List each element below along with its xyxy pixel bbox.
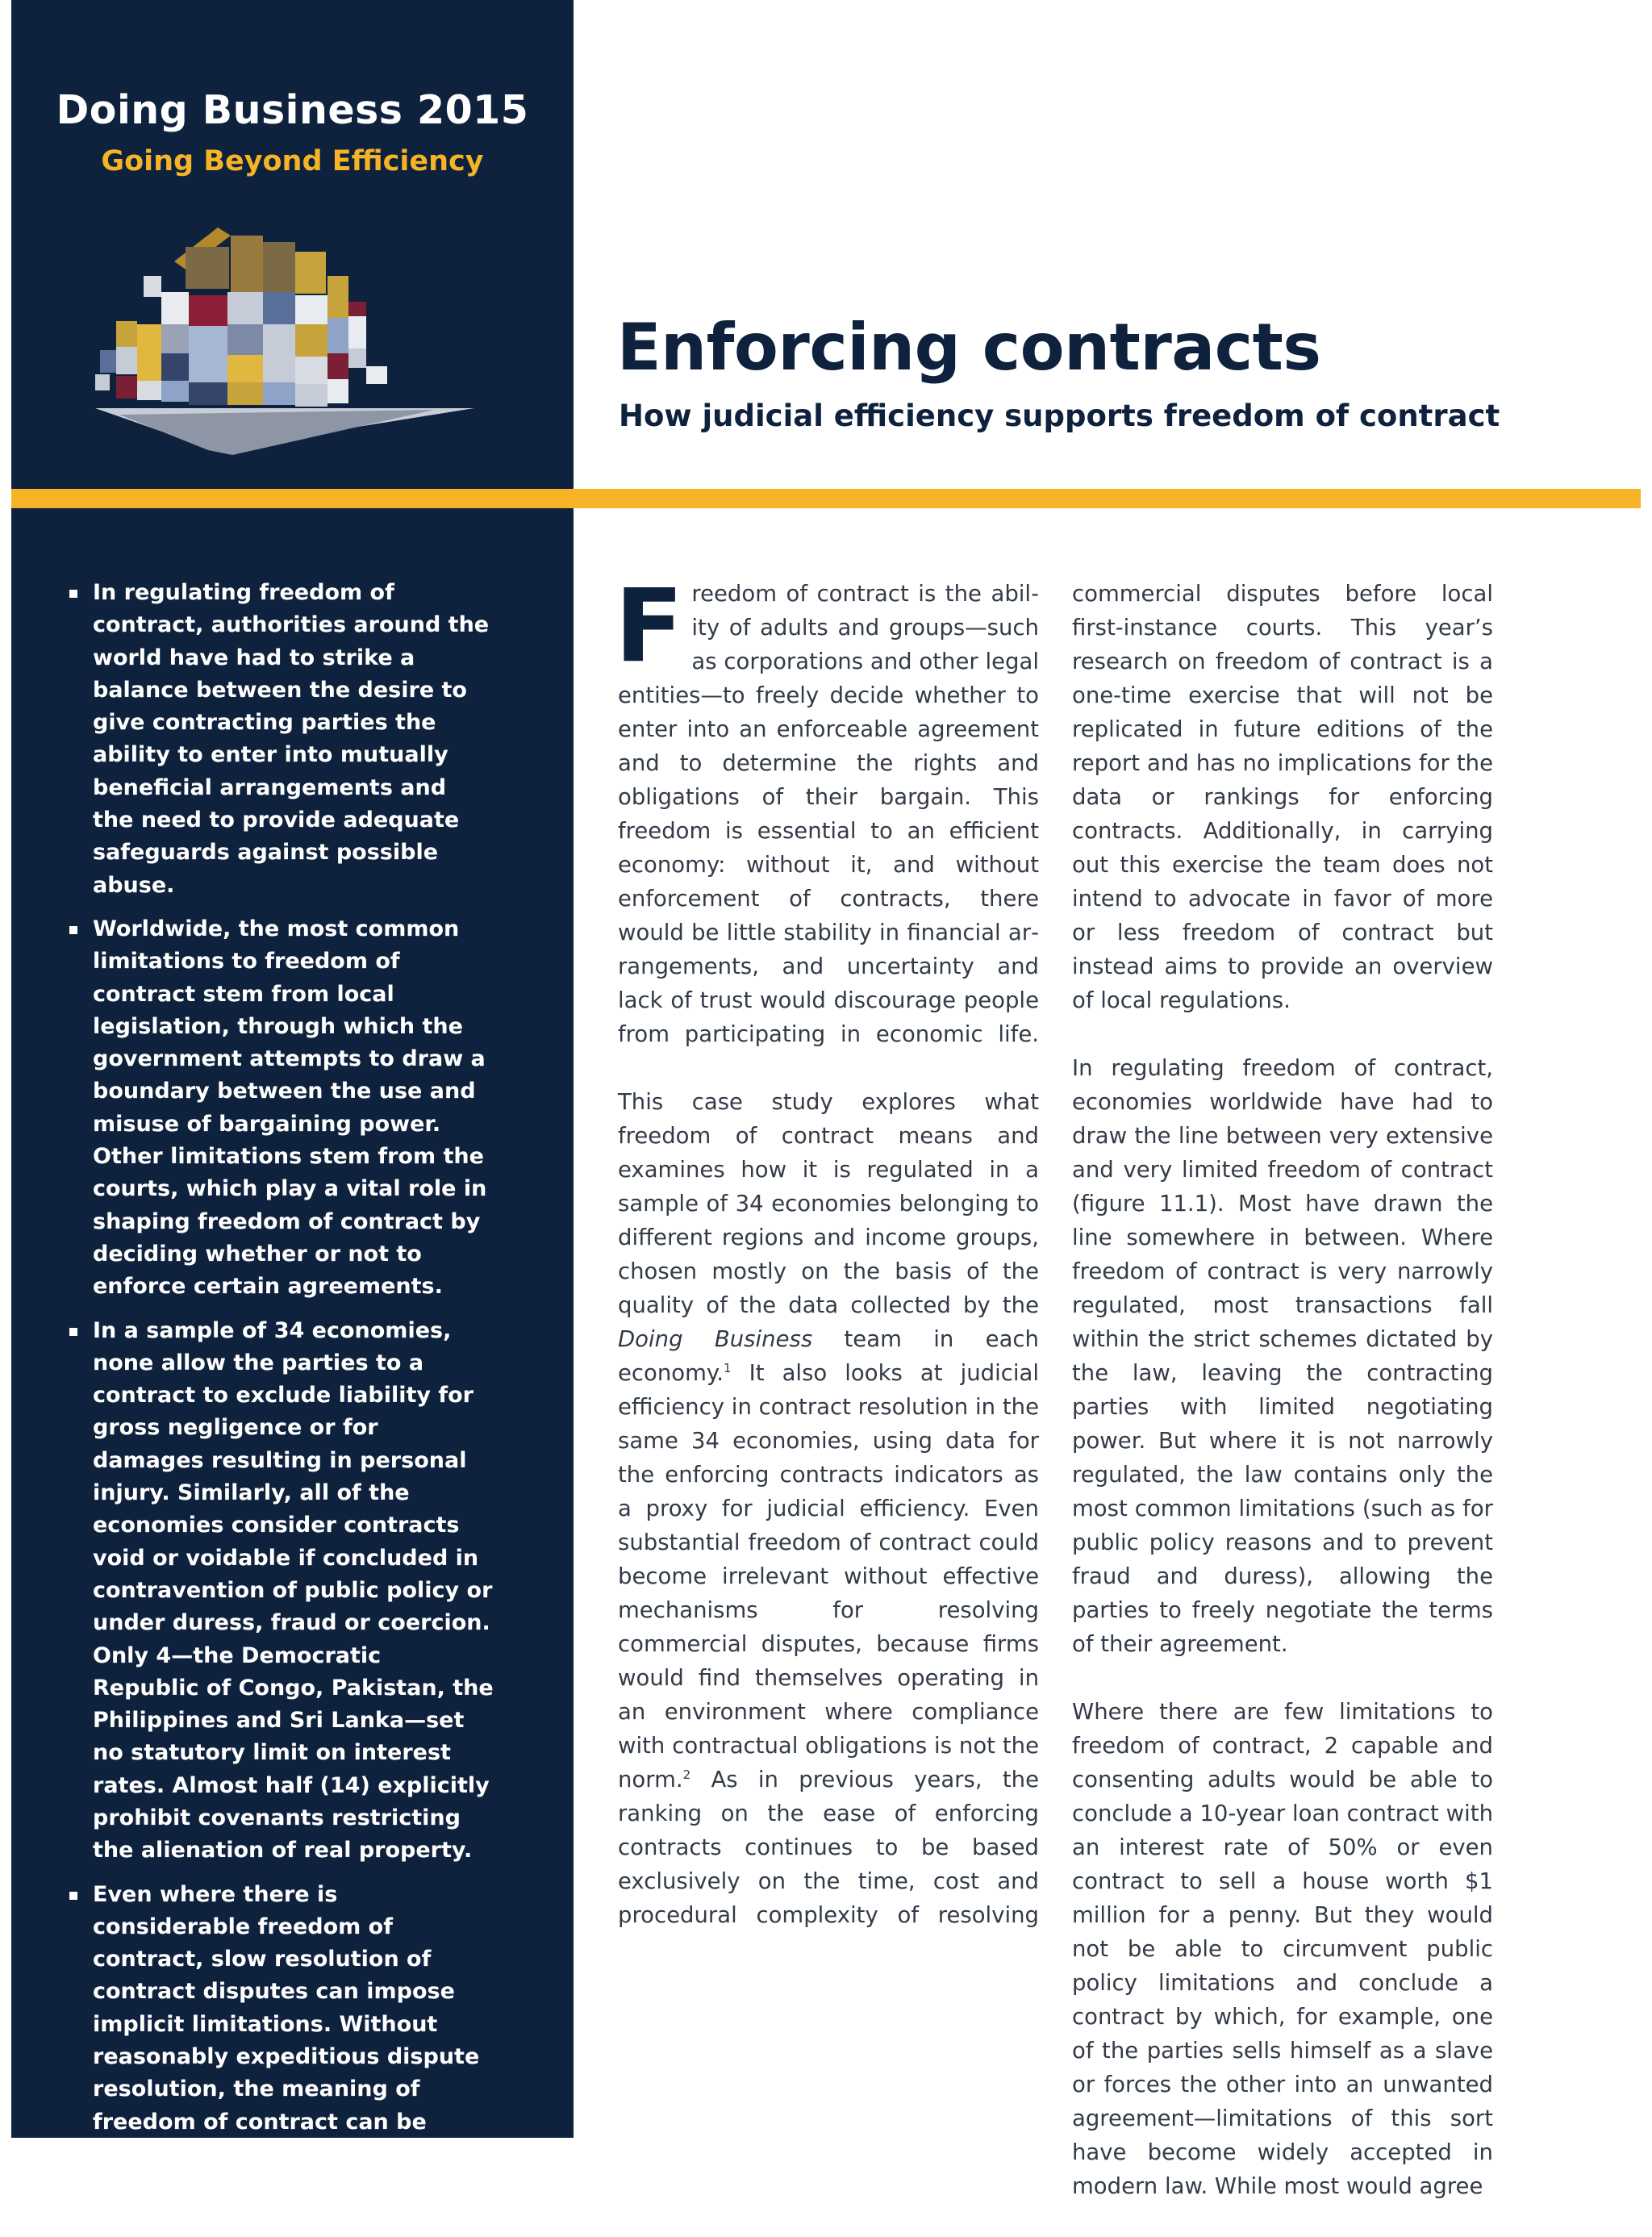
summary-item <box>66 577 494 902</box>
publication-name: Doing Business <box>618 1326 813 1352</box>
paragraph-text: As in previous years, the ranking on the ease of enforcing contracts continues to be based exclusively on the time, cost and procedural complexity of resolving <box>618 1767 1039 1928</box>
logo-base-shadow <box>119 410 434 455</box>
summary-item-text: Worldwide, the most common limitations to freedom of contract stem from local legislation, through which the government attempts to draw a boundary between the use and misuse of bargaining power. Other limitations stem from the courts, which play a vital role in shaping freedom of contract by deciding whether or not to enforce certain agreements. <box>93 916 487 1300</box>
page-subtitle: How judicial efficiency supports freedom of contract <box>619 399 1500 433</box>
series-subtitle: Going Beyond Efficiency <box>101 145 484 177</box>
body-paragraph: In regulating freedom of contract, economies worldwide have had to draw the line between very extensive and very limited freedom of contract (figure 11.1). Most have drawn the line somewhere in between. Where freedom of contract is very narrowly regulated, most transactions fall within the strict schemes dictated by the law, leaving the contracting parties with limited negotiating power. But where it is not narrowly regulated, the law contains only the most common limitations (such as for public policy reasons and to prevent fraud and duress), allowing the parties to freely negotiate the terms of their agreement. <box>1072 1055 1493 1657</box>
summary-item <box>66 1879 494 2172</box>
summary-item <box>66 1315 494 1868</box>
paragraph-text: reedom of contract is the ability of adults and groups—such as corporations and other legal entities—to freely decide whether to enter into an enforceable agreement and to determine the rights and obligations of their bargain. This freedom is essential to an efficient economy: without it, and without enforcement of contracts, there would be little stability in financial arrangements, and uncertainty and lack of trust would discourage people from participating in economic life. <box>618 581 1039 1047</box>
paragraph-text: team in each economy. <box>618 1326 1039 1386</box>
paragraph-text: It also looks at judicial efficiency in contract resolution in the same 34 economies, using data for the enforcing contracts indicators as a proxy for judicial efficiency. Even substantial freedom of contract could become irrelevant without effective mechanisms for resolving commercial disputes, because firms would find themselves operating in an environment where compliance with contractual obligations is not the norm. <box>618 1360 1039 1793</box>
summary-item-text: Even where there is considerable freedom of contract, slow resolution of contract disputes can impose implicit limitations. Without reasonably expeditious dispute resolution, the meaning of freedom of contract can be greatly eroded. <box>93 1881 480 2167</box>
summary-item <box>66 913 494 1304</box>
square-bullet-icon <box>69 1328 77 1336</box>
series-title: Doing Business 2015 <box>56 87 529 133</box>
body-paragraph: Where there are few limitations to freedom of contract, 2 capable and consenting adults would be able to conclude a 10-year loan contract with an interest rate of 50% or even contract to sell a house worth $1 million for a penny. But they would not be able to circumvent public policy limitations and conclude a contract by which, for example, one of the parties sells himself as a slave or forces the other into an unwanted agreement—limitations of this sort have become widely accepted in modern law. While most would agree <box>1072 1699 1493 2199</box>
summary-item-text: In a sample of 34 economies, none allow the parties to a contract to exclude liability for gross negligence or for damages resulting in personal injury. Similarly, all of the economies consider contracts void or voidable if concluded in contravention of public policy or under duress, fraud or coercion. Only 4—the Democratic Republic of Congo, Pakistan, the Philippines and Sri Lanka—set no statutory limit on interest rates. Almost half (14) explicitly prohibit covenants restricting the alienation of real property. <box>93 1317 494 1863</box>
summary-list <box>66 577 494 2182</box>
footnote-marker[interactable]: 1 <box>724 1360 732 1375</box>
square-bullet-icon <box>69 590 77 598</box>
square-bullet-icon <box>69 926 77 934</box>
body-paragraph-continued: commercial disputes before local first-instance courts. This year’s research on freedom of contract is a one-time exercise that will not be replicated in future editions of the report and has no implications for the data or rankings for enforcing contracts. Additionally, in carrying out this exercise the team does not intend to advocate in favor of more or less freedom of contract but instead aims to provide an overview of local regulations. <box>1072 581 1493 1013</box>
body-column-right <box>1072 577 1493 2237</box>
body-paragraph <box>615 568 1039 1051</box>
page-title: Enforcing contracts <box>617 310 1321 385</box>
drop-cap: F <box>615 568 684 685</box>
summary-item-text: In regulating freedom of contract, authorities around the world have had to strike a balance between the desire to give contracting parties the ability to enter into mutually beneficial arrangements and the need to provide adequate safeguards against possible abuse. <box>93 580 490 898</box>
square-bullet-icon <box>69 1892 77 1900</box>
paragraph-text: This case study explores what freedom of contract means and examines how it is regulated in a sample of 34 economies belonging to different regions and income groups, chosen mostly on the basis of the quality of the data collected by the <box>618 1089 1039 1318</box>
body-column-left <box>615 568 1039 1966</box>
body-paragraph <box>618 1085 1039 1932</box>
footnote-marker[interactable]: 2 <box>682 1767 691 1782</box>
gold-divider-bar <box>11 489 1641 508</box>
building-blocks-logo <box>95 227 474 455</box>
